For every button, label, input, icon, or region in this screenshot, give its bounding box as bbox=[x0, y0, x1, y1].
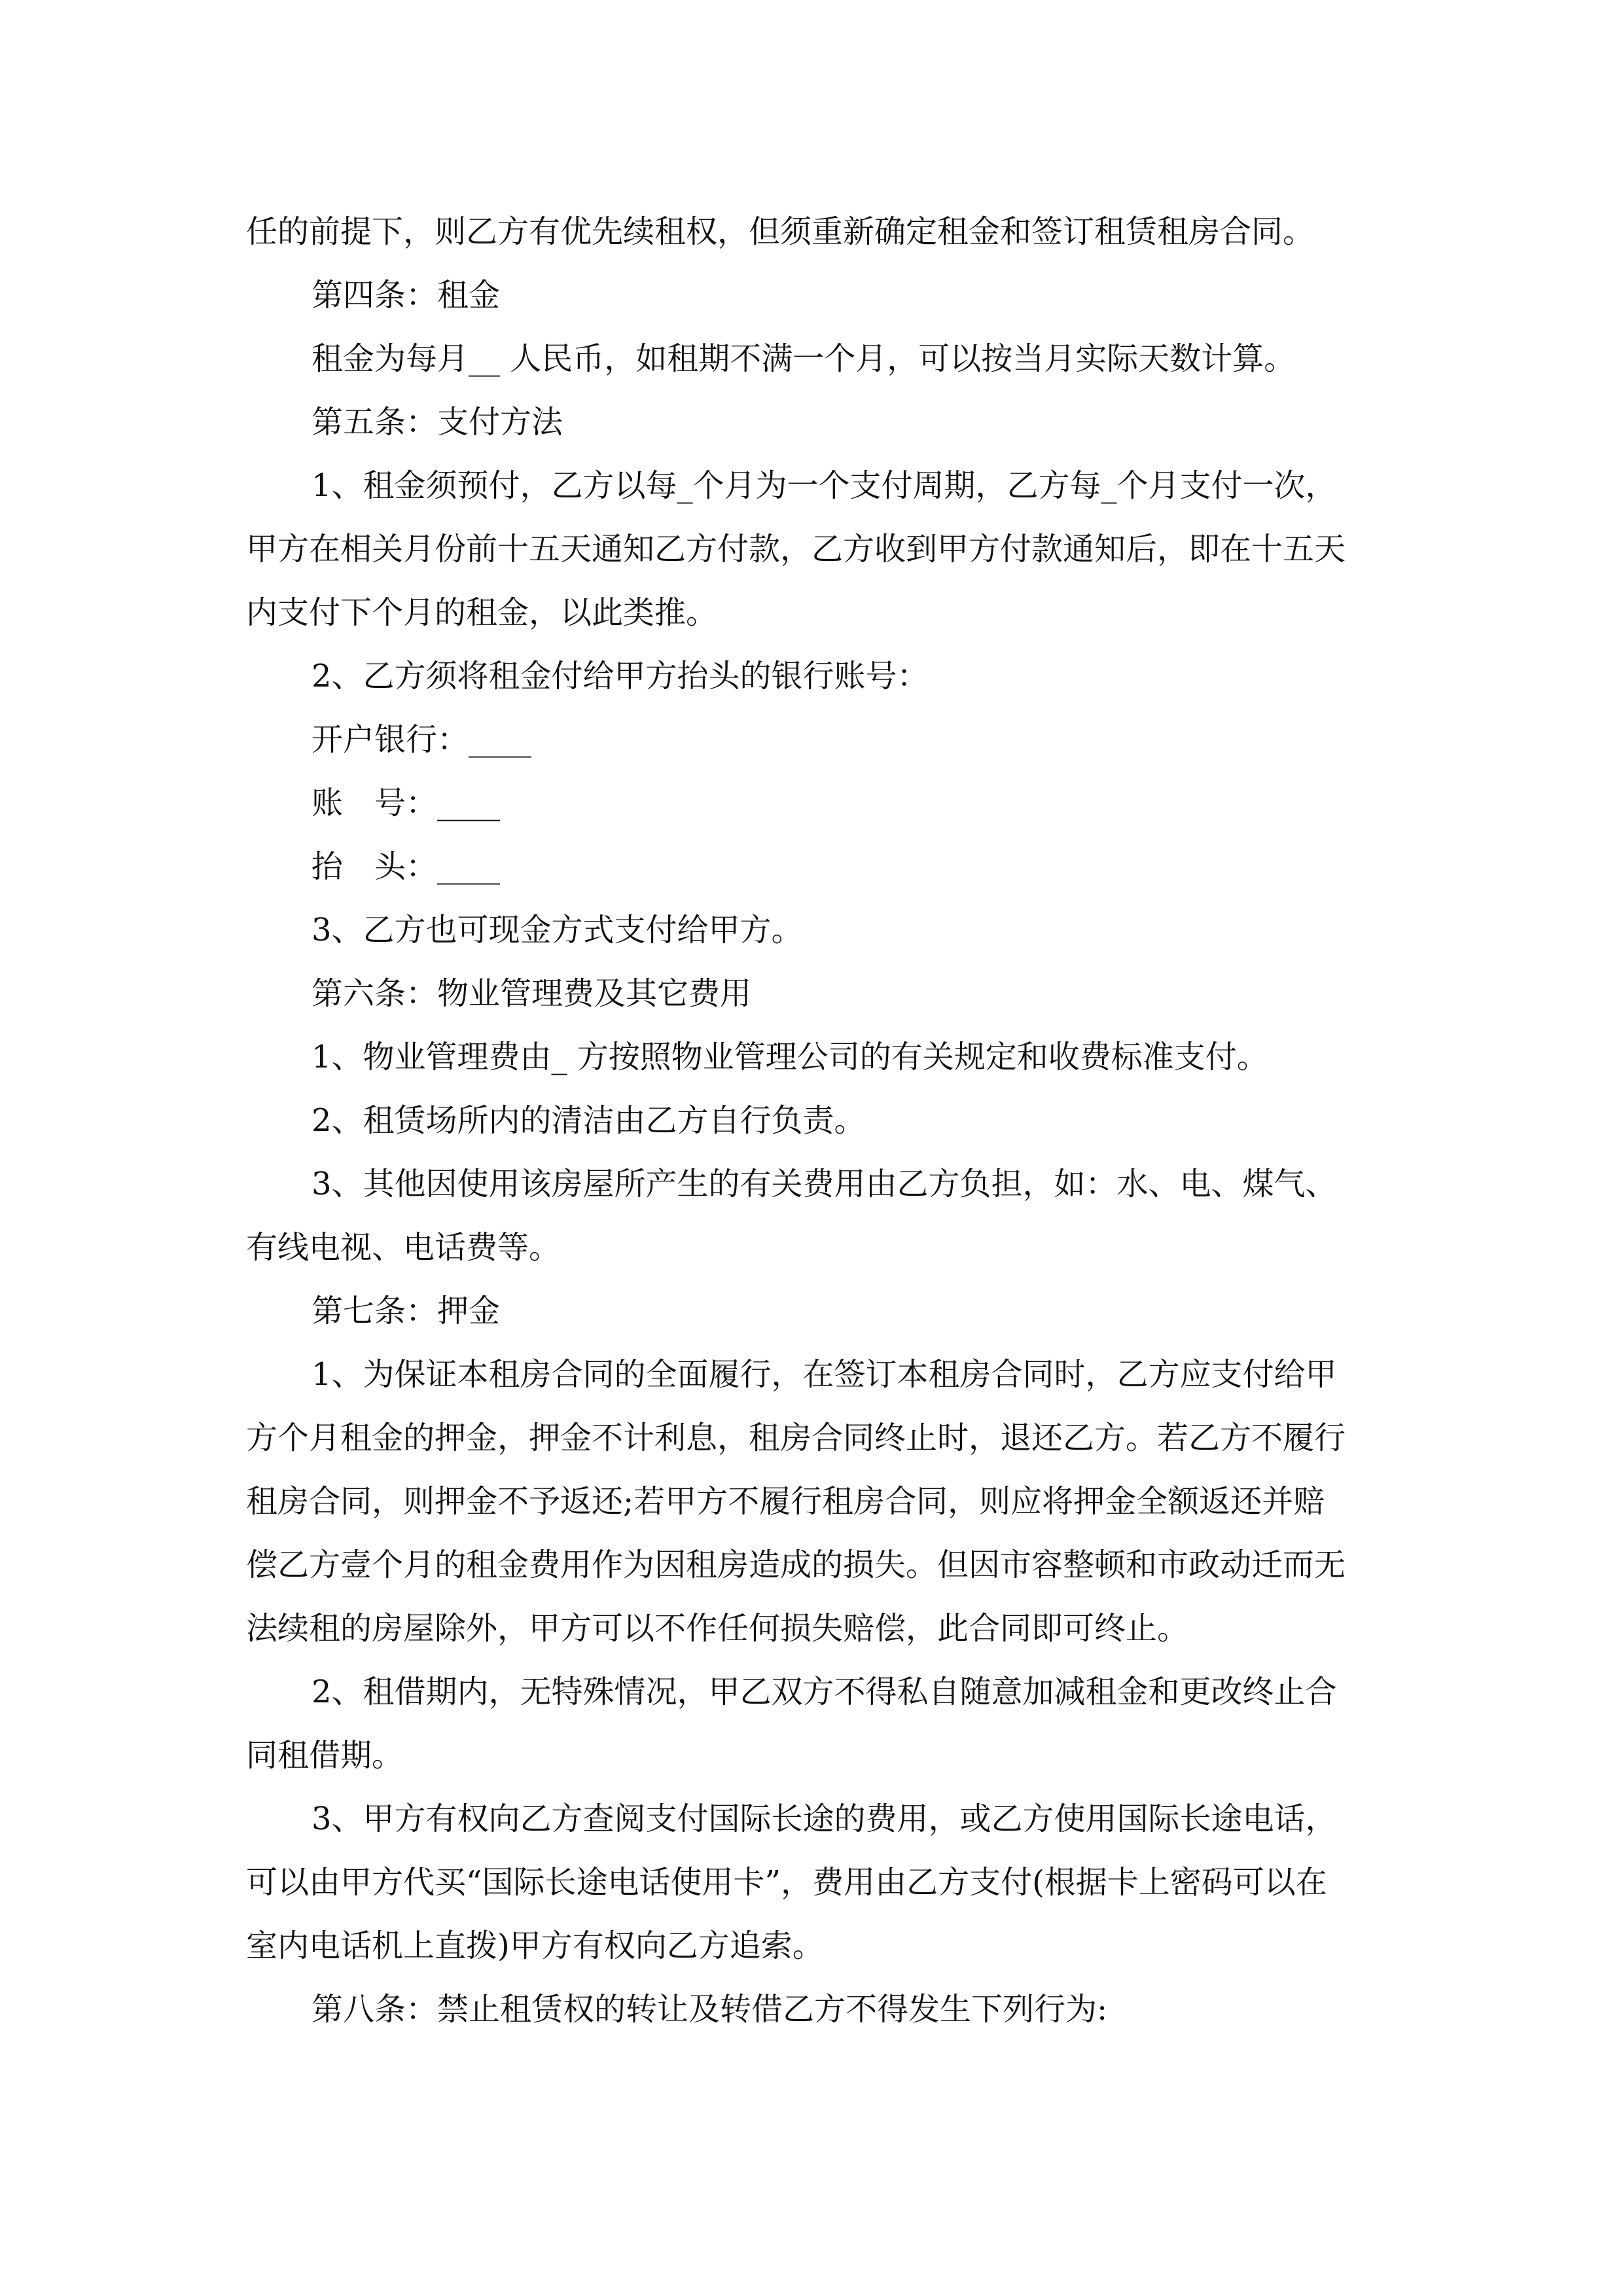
article-heading: 第八条：禁止租赁权的转让及转借乙方不得发生下列行为: bbox=[312, 1991, 1108, 2028]
text-line: 甲方在相关月份前十五天通知乙方付款，乙方收到甲方付款通知后，即在十五天 bbox=[246, 531, 1346, 567]
text-line: 2、乙方须将租金付给甲方抬头的银行账号： bbox=[312, 658, 929, 694]
text-line: 3、乙方也可现金方式支付给甲方。 bbox=[312, 912, 803, 948]
article-heading: 第四条：租金 bbox=[312, 277, 501, 314]
text-line: 2、租借期内，无特殊情况，甲乙双方不得私自随意加减租金和更改终止合 bbox=[312, 1674, 1337, 1710]
text-line: 法续租的房屋除外，甲方可以不作任何损失赔偿，此合同即可终止。 bbox=[246, 1610, 1189, 1647]
text-line: 租房合同，则押金不予返还;若甲方不履行租房合同，则应将押金全额返还并赔 bbox=[246, 1483, 1325, 1520]
text-line: 1、租金须预付，乙方以每_个月为一个支付周期，乙方每_个月支付一次， bbox=[312, 467, 1337, 504]
text-line: 2、租赁场所内的清洁由乙方自行负责。 bbox=[312, 1102, 866, 1139]
document-body bbox=[246, 200, 1378, 2041]
account-holder-field: 抬 头：____ bbox=[312, 848, 501, 885]
text-line: 有线电视、电话费等。 bbox=[246, 1229, 561, 1266]
text-line: 1、物业管理费由_ 方按照物业管理公司的有关规定和收费标准支付。 bbox=[312, 1039, 1268, 1075]
text-line: 3、甲方有权向乙方查阅支付国际长途的费用，或乙方使用国际长途电话， bbox=[312, 1801, 1337, 1837]
text-line: 1、为保证本租房合同的全面履行，在签订本租房合同时，乙方应支付给甲 bbox=[312, 1356, 1337, 1393]
text-line: 偿乙方壹个月的租金费用作为因租房造成的损失。但因市容整顿和市政动迁而无 bbox=[246, 1547, 1346, 1583]
text-line: 同租借期。 bbox=[246, 1737, 404, 1774]
article-heading: 第七条：押金 bbox=[312, 1293, 501, 1329]
text-line: 方个月租金的押金，押金不计利息，租房合同终止时，退还乙方。若乙方不履行 bbox=[246, 1420, 1346, 1456]
bank-name-field: 开户银行：____ bbox=[312, 721, 532, 758]
article-heading: 第五条：支付方法 bbox=[312, 404, 563, 440]
text-line: 3、其他因使用该房屋所产生的有关费用由乙方负担，如：水、电、煤气、 bbox=[312, 1166, 1337, 1202]
article-heading: 第六条：物业管理费及其它费用 bbox=[312, 975, 752, 1012]
text-line: 内支付下个月的租金，以此类推。 bbox=[246, 594, 718, 631]
text-line: 租金为每月__ 人民币，如租期不满一个月，可以按当月实际天数计算。 bbox=[312, 340, 1296, 377]
text-line: 任的前提下，则乙方有优先续租权，但须重新确定租金和签订租赁租房合同。 bbox=[246, 213, 1315, 250]
account-number-field: 账 号：____ bbox=[312, 785, 501, 821]
text-line: 室内电话机上直拨)甲方有权向乙方追索。 bbox=[246, 1928, 824, 1964]
text-line: 可以由甲方代买“国际长途电话使用卡”，费用由乙方支付(根据卡上密码可以在 bbox=[246, 1864, 1327, 1901]
